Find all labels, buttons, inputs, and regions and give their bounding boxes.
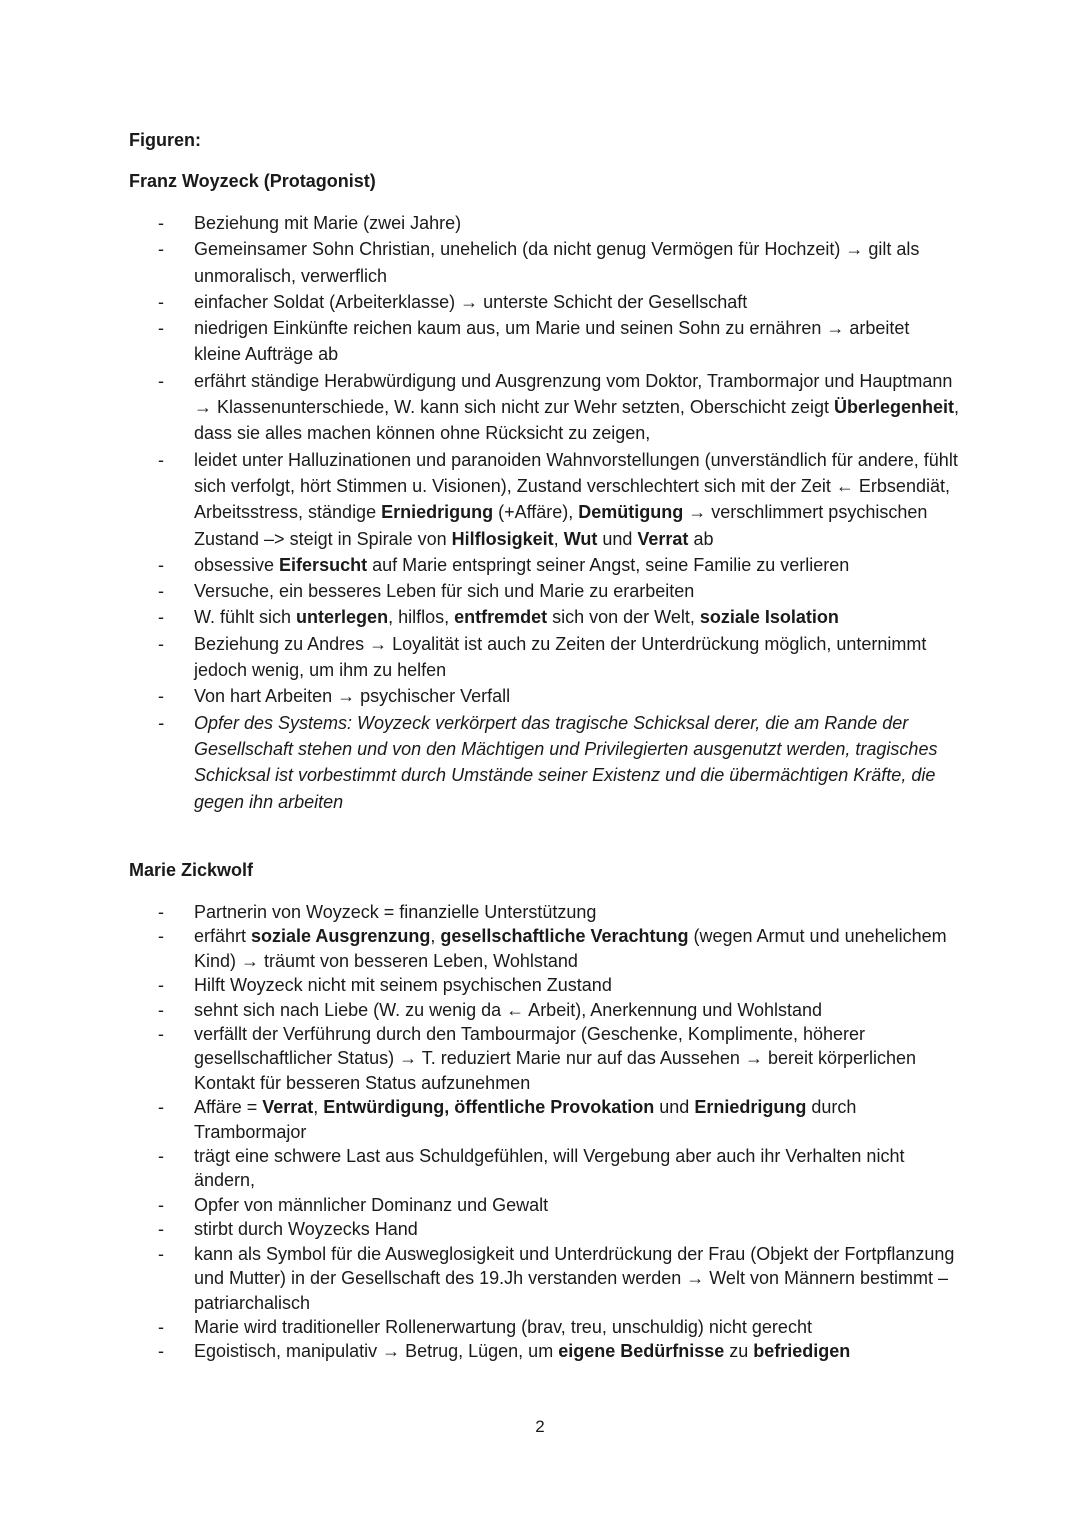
bullet-text: Partnerin von Woyzeck = finanzielle Unterstützung — [194, 902, 597, 922]
bullet-text: niedrigen Einkünfte reichen kaum aus, um Marie und seinen Sohn zu ernähren → arbeitet kleine Aufträge ab — [194, 318, 910, 365]
heading-franz-woyzeck: Franz Woyzeck (Protagonist) — [129, 171, 376, 191]
bullet-item — [0, 552, 1080, 578]
bullet-text: , — [313, 1097, 324, 1118]
page-number: 2 — [535, 1417, 545, 1436]
bullet-item — [0, 368, 1080, 447]
bullet-text: , dass sie alles machen können ohne Rücksicht zu zeigen, — [194, 397, 960, 444]
bullet-item — [0, 973, 1080, 997]
bullet-text: (wegen Armut und unehelichem Kind) → träumt von besseren Leben, Wohlstand — [194, 926, 947, 971]
emphasis-text: Entwürdigung, öffentliche Provokation — [323, 1097, 655, 1118]
bullet-item — [0, 210, 1080, 236]
heading-marie-zickwolf: Marie Zickwolf — [129, 860, 254, 880]
bullet-item — [0, 710, 1080, 815]
bullet-text: erfährt — [194, 926, 252, 947]
bullet-text: verfällt der Verführung durch den Tambourmajor (Geschenke, Komplimente, höherer gesellschaftlicher Status) → T. reduziert Marie nur auf das Aussehen → bereit körperlichen Kontakt für besseren Status aufzunehmen — [194, 1024, 917, 1093]
marie-bullet-list — [0, 900, 1080, 1364]
emphasis-text: Hilflosigkeit — [451, 528, 554, 549]
emphasis-text: eigene Bedürfnisse — [558, 1341, 725, 1362]
emphasis-text: entfremdet — [454, 607, 548, 628]
bullet-text: , — [553, 528, 564, 549]
bullet-item — [0, 289, 1080, 315]
bullet-text: leidet unter Halluzinationen und paranoiden Wahnvorstellungen (unverständlich für andere, fühlt sich verfolgt, hört Stimmen u. Visionen), Zustand verschlechtert sich mit der Zeit ← Erbsendiät, Arbeitsstress, ständige — [194, 449, 958, 523]
emphasis-text: Überlegenheit — [833, 397, 954, 418]
bullet-item — [0, 1193, 1080, 1217]
emphasis-text: soziale Ausgrenzung — [251, 926, 431, 947]
section-title: Figuren: — [129, 130, 201, 150]
bullet-text: und — [597, 528, 638, 549]
emphasis-text: gesellschaftliche Verachtung — [440, 926, 689, 947]
emphasis-text: Erniedrigung — [381, 502, 494, 523]
bullet-item — [0, 1315, 1080, 1339]
bullet-text: erfährt ständige Herabwürdigung und Ausgrenzung vom Doktor, Trambormajor und Hauptmann → Klassenunterschiede, W. kann sich nicht zur Wehr setzten, Oberschicht zeigt — [194, 370, 953, 418]
bullet-text: W. fühlt sich — [194, 607, 297, 628]
bullet-text: Beziehung mit Marie (zwei Jahre) — [194, 213, 462, 233]
bullet-item — [0, 924, 1080, 973]
bullet-item — [0, 578, 1080, 604]
bullet-text: Versuche, ein besseres Leben für sich und Marie zu erarbeiten — [194, 581, 695, 602]
emphasis-text: Eifersucht — [279, 554, 368, 575]
bullet-text: Hilft Woyzeck nicht mit seinem psychischen Zustand — [194, 975, 612, 996]
bullet-text: Von hart Arbeiten → psychischer Verfall — [194, 686, 511, 707]
emphasis-text: soziale Isolation — [699, 607, 839, 628]
bullet-text: Opfer des Systems: Woyzeck verkörpert das tragische Schicksal derer, die am Rande der Gesellschaft stehen und von den Mächtigen und Privilegierten ausgenutzt werden, tragisches Schicksal ist vorbestimmt durch Umstände seiner Existenz und die übermächtigen Kräfte, die gegen ihn arbeiten — [194, 712, 938, 812]
emphasis-text: Demütigung — [578, 502, 684, 523]
bullet-text: Gemeinsamer Sohn Christian, unehelich (da nicht genug Vermögen für Hochzeit) → gilt als unmoralisch, verwerflich — [194, 239, 920, 286]
bullet-text: zu — [724, 1341, 754, 1362]
bullet-item — [0, 236, 1080, 289]
bullet-item — [0, 604, 1080, 630]
bullet-text: auf Marie entspringt seiner Angst, seine Familie zu verlieren — [367, 554, 850, 575]
bullet-item — [0, 1095, 1080, 1144]
bullet-item — [0, 1217, 1080, 1241]
bullet-item — [0, 1022, 1080, 1095]
bullet-item — [0, 447, 1080, 552]
bullet-text: Affäre = — [194, 1097, 263, 1118]
bullet-text: (+Affäre), — [493, 502, 579, 523]
bullet-text: Opfer von männlicher Dominanz und Gewalt — [194, 1194, 549, 1215]
emphasis-text: Erniedrigung — [694, 1097, 807, 1118]
emphasis-text: Verrat — [262, 1097, 314, 1118]
emphasis-text: Wut — [563, 528, 598, 549]
bullet-text: kann als Symbol für die Ausweglosigkeit und Unterdrückung der Frau (Objekt der Fortpflanzung und Mutter) in der Gesellschaft des 19.Jh verstanden werden → Welt von Männern bestimmt – patriarchalisch — [194, 1243, 955, 1313]
bullet-text: Beziehung zu Andres → Loyalität ist auch zu Zeiten der Unterdrückung möglich, unternimmt jedoch wenig, um ihm zu helfen — [194, 633, 927, 681]
bullet-text: → verschlimmert psychischen Zustand –> steigt in Spirale von — [194, 502, 928, 549]
bullet-text: stirbt durch Woyzecks Hand — [194, 1219, 418, 1240]
bullet-text: trägt eine schwere Last aus Schuldgefühlen, will Vergebung aber auch ihr Verhalten nicht ändern, — [194, 1146, 905, 1191]
franz-bullet-list — [0, 210, 1080, 815]
bullet-text: , — [430, 926, 441, 947]
bullet-item — [0, 683, 1080, 709]
bullet-item — [0, 900, 1080, 924]
bullet-text: obsessive — [194, 554, 280, 575]
bullet-item — [0, 631, 1080, 684]
bullet-item — [0, 315, 1080, 368]
emphasis-text: Verrat — [637, 528, 689, 549]
bullet-text: Marie wird traditioneller Rollenerwartung (brav, treu, unschuldig) nicht gerecht — [194, 1316, 812, 1337]
bullet-item — [0, 1242, 1080, 1315]
emphasis-text: unterlegen — [296, 607, 389, 628]
bullet-item — [0, 1144, 1080, 1193]
bullet-text: durch Trambormajor — [194, 1097, 857, 1142]
bullet-text: ab — [688, 528, 714, 549]
bullet-text: sehnt sich nach Liebe (W. zu wenig da ← Arbeit), Anerkennung und Wohlstand — [194, 999, 823, 1020]
bullet-text: einfacher Soldat (Arbeiterklasse) → unterste Schicht der Gesellschaft — [194, 291, 748, 312]
bullet-text: Egoistisch, manipulativ → Betrug, Lügen, um — [194, 1341, 559, 1362]
bullet-item — [0, 998, 1080, 1022]
emphasis-text: befriedigen — [753, 1341, 851, 1362]
bullet-text: , hilflos, — [388, 607, 455, 628]
bullet-text: sich von der Welt, — [547, 607, 700, 628]
bullet-text: und — [654, 1097, 695, 1118]
bullet-item — [0, 1339, 1080, 1363]
